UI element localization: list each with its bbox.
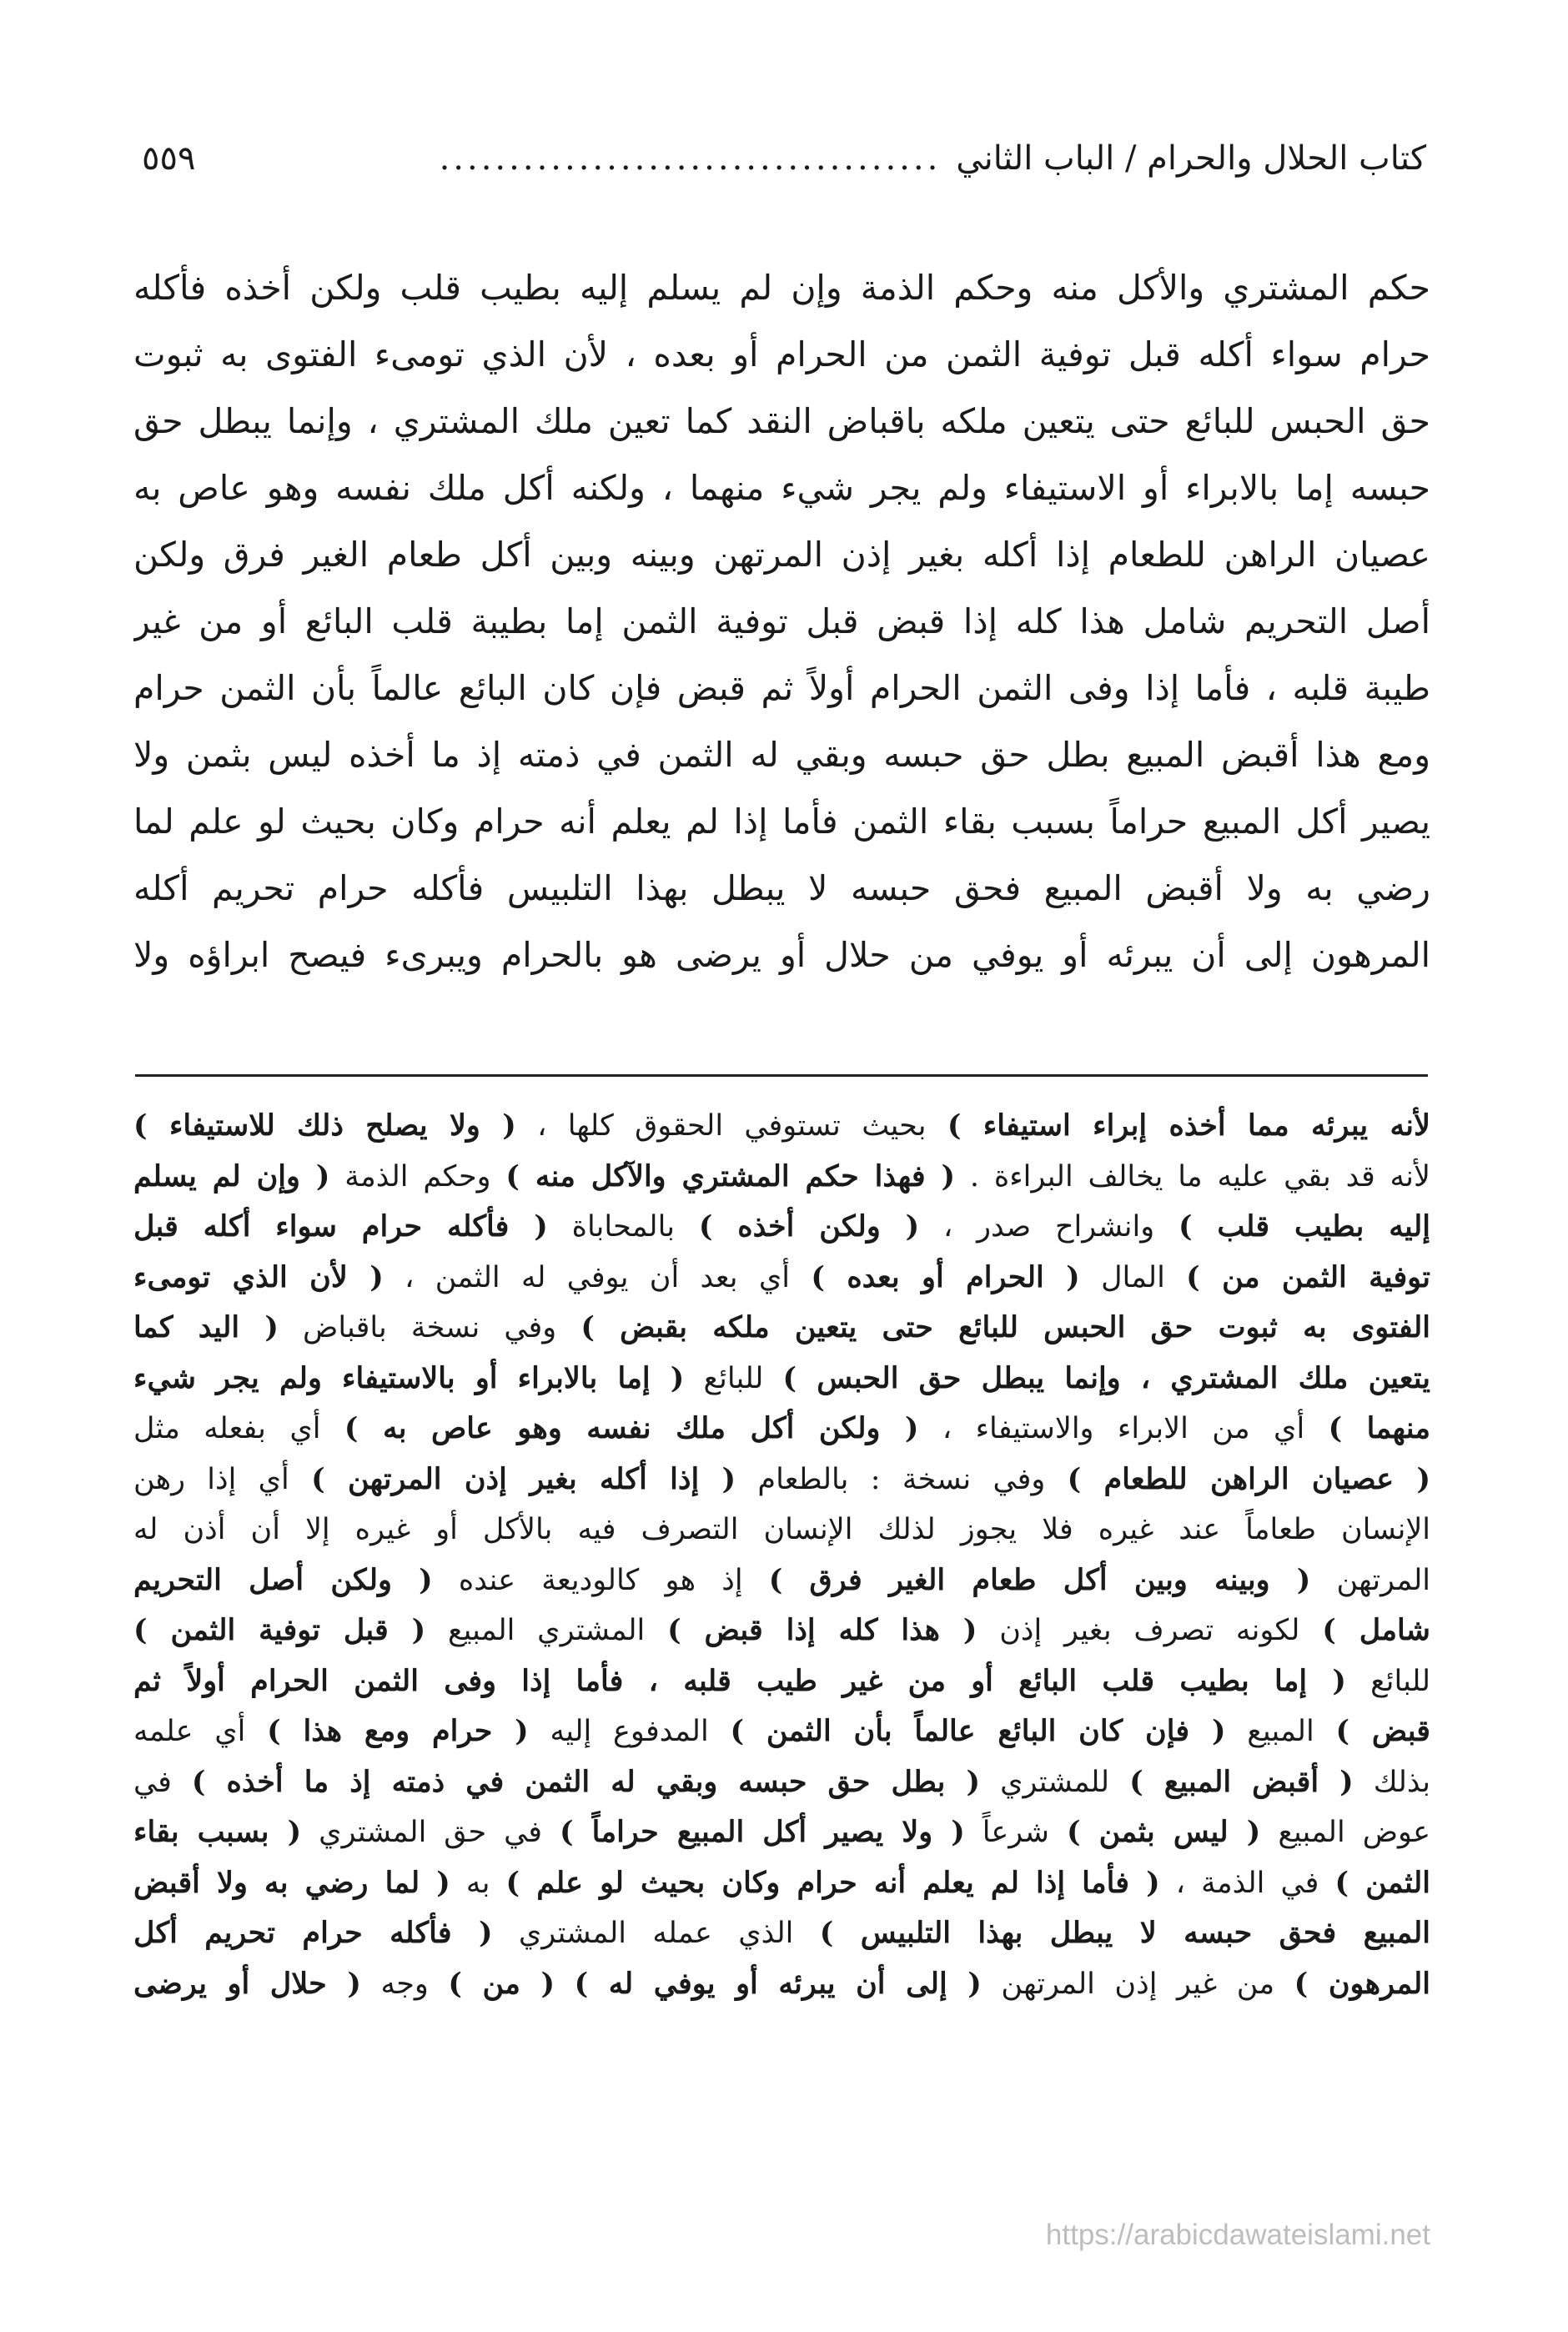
commentary-quoted-segment: ( بطل حق حبسه وبقي له الثمن في ذمته إذ ما أخذه )	[191, 1764, 981, 1799]
commentary-quoted-segment: المبيع فحق حبسه لا يبطل بهذا التلبيس )	[819, 1916, 1430, 1950]
commentary-gloss-segment: به	[450, 1866, 506, 1900]
main-text-line: أصل التحريم شامل هذا كله إذا قبض قبل توفية الثمن إما بطيبة قلب البائع أو من غير	[133, 601, 1430, 641]
running-header	[142, 125, 1426, 192]
commentary-quoted-segment: ( ولا يصير أكل المبيع حراماً )	[560, 1815, 965, 1849]
commentary-line	[133, 1606, 1430, 1656]
commentary-quoted-segment: ( أقبض المبيع )	[1129, 1764, 1354, 1799]
commentary-quoted-segment: ( إما بالابراء أو بالاستيفاء ولم يجر شيء	[133, 1360, 685, 1395]
commentary-gloss-segment: أي بفعله مثل	[133, 1412, 344, 1445]
commentary-gloss-segment: بحيث تستوفي الحقوق كلها ،	[515, 1109, 947, 1143]
commentary-quoted-segment: ( ليس بثمن )	[1066, 1815, 1261, 1849]
commentary-gloss-segment: وحكم الذمة	[329, 1159, 506, 1194]
commentary-gloss-segment: للمشتري	[980, 1765, 1130, 1799]
commentary-quoted-segment: ( حرام ومع هذا )	[267, 1714, 529, 1748]
main-text-line: رضي به ولا أقبض المبيع فحق حبسه لا يبطل بهذا التلبيس فأكله حرام تحريم أكله	[133, 868, 1430, 908]
commentary-gloss-segment: أي بعد أن يوفي له الثمن ،	[383, 1260, 812, 1294]
main-text-line: عصيان الراهن للطعام إذا أكله بغير إذن المرتهن وبينه وبين أكل طعام الغير فرق ولكن	[133, 535, 1430, 575]
commentary-quoted-segment: ( بسبب بقاء	[133, 1815, 302, 1849]
commentary-gloss-segment: أي من الابراء والاستيفاء ،	[918, 1412, 1329, 1445]
commentary-quoted-segment: ( ولكن أصل التحريم	[133, 1562, 433, 1597]
main-text-line: طيبة قلبه ، فأما إذا وفى الثمن الحرام أولاً ثم قبض فإن كان البائع عالماً بأن الثمن حرام	[133, 668, 1430, 708]
commentary-gloss-segment: إذ هو كالوديعة عنده	[432, 1563, 769, 1597]
header-leader-dots: ....................................	[439, 139, 942, 178]
commentary-text	[133, 1101, 1430, 2009]
main-text-line: حرام سواء أكله قبل توفية الثمن من الحرام أو بعده ، لأن الذي تومىء الفتوى به ثبوت	[133, 334, 1430, 374]
commentary-line	[133, 1202, 1430, 1253]
commentary-line	[133, 1656, 1430, 1707]
commentary-gloss-segment	[555, 1968, 575, 2001]
main-text-line: المرهون إلى أن يبرئه أو يوفي من حلال أو يرضى هو بالحرام ويبرىء فيصح ابراؤه ولا	[133, 935, 1430, 975]
commentary-gloss-segment: لكونه تصرف بغير إذن	[977, 1614, 1323, 1647]
commentary-quoted-segment: ( إما بطيب قلب البائع أو من غير طيب قلبه ، فأما إذا وفى الثمن الحرام أولاً ثم	[133, 1663, 1346, 1698]
commentary-quoted-segment: ( إذا أكله بغير إذن المرتهن )	[311, 1461, 736, 1496]
main-text	[133, 254, 1430, 988]
commentary-quoted-segment: ( ولكن أكل ملك نفسه وهو عاص به )	[344, 1411, 919, 1445]
footnote-divider	[135, 1074, 1428, 1077]
commentary-gloss-segment: المبيع	[1225, 1715, 1336, 1748]
commentary-line	[133, 1253, 1430, 1304]
commentary-quoted-segment: ( عصيان الراهن للطعام )	[1067, 1461, 1430, 1496]
commentary-quoted-segment: لأنه يبرئه مما أخذه إبراء استيفاء )	[947, 1108, 1430, 1143]
commentary-quoted-segment: الثمن )	[1334, 1865, 1430, 1900]
commentary-quoted-segment: قبض )	[1335, 1714, 1430, 1748]
commentary-quoted-segment: ( فإن كان البائع عالماً بأن الثمن )	[730, 1714, 1226, 1748]
commentary-quoted-segment: ( لأن الذي تومىء	[133, 1259, 384, 1294]
commentary-line	[133, 1757, 1430, 1808]
commentary-line	[133, 1354, 1430, 1405]
commentary-gloss-segment: المرتهن	[1310, 1563, 1430, 1597]
commentary-quoted-segment: ( هذا كله إذا قبض )	[667, 1613, 977, 1647]
main-text-line: يصير أكل المبيع حراماً بسبب بقاء الثمن فأما إذا لم يعلم أنه حرام وكان بحيث لو علم لما	[133, 802, 1430, 842]
commentary-line	[133, 1908, 1430, 1959]
commentary-gloss-segment: وفي نسخة باقباض	[278, 1311, 581, 1344]
commentary-quoted-segment: ( إلى أن يبرئه أو يوفي له )	[574, 1966, 982, 2001]
commentary-quoted-segment: ( من )	[448, 1966, 555, 2001]
commentary-quoted-segment: ( الحرام أو بعده )	[811, 1259, 1080, 1294]
commentary-gloss-segment: في الذمة ،	[1159, 1866, 1335, 1900]
commentary-gloss-segment: وفي نسخة : بالطعام	[736, 1462, 1068, 1496]
commentary-gloss-segment: شرعاً	[964, 1816, 1067, 1849]
header-title: كتاب الحلال والحرام / الباب الثاني	[956, 139, 1426, 178]
main-text-line: حكم المشتري والأكل منه وحكم الذمة وإن لم يسلم إليه بطيب قلب ولكن أخذه فأكله	[133, 268, 1430, 308]
main-text-line: حبسه إما بالابراء أو الاستيفاء ولم يجر شيء منهما ، ولكنه أكل ملك نفسه وهو عاص به	[133, 468, 1430, 508]
commentary-gloss-segment: من غير إذن المرتهن	[981, 1967, 1294, 2001]
watermark: https://arabicdawateislami.net	[1045, 2219, 1430, 2251]
commentary-quoted-segment: ( لما رضي به ولا أقبض	[133, 1865, 450, 1900]
main-text-line: ومع هذا أقبض المبيع بطل حق حبسه وبقي له الثمن في ذمته إذ ما أخذه ليس بثمن ولا	[133, 735, 1430, 775]
commentary-gloss-segment: الذي عمله المشتري	[492, 1917, 820, 1950]
commentary-line	[133, 1706, 1430, 1757]
commentary-gloss-segment: في حق المشتري	[301, 1816, 560, 1849]
commentary-gloss-segment: بذلك	[1353, 1765, 1430, 1799]
commentary-quoted-segment: يتعين ملك المشتري ، وإنما يبطل حق الحبس )	[782, 1360, 1430, 1395]
commentary-gloss-segment: وجه	[360, 1967, 449, 2001]
commentary-quoted-segment: ( اليد كما	[133, 1310, 279, 1344]
commentary-quoted-segment: ( فأما إذا لم يعلم أنه حرام وكان بحيث لو علم )	[505, 1865, 1160, 1900]
commentary-gloss-segment: بالمحاباة	[547, 1210, 699, 1244]
page-number: ٥٥٩	[142, 139, 196, 178]
commentary-gloss-segment: المدفوع إليه	[528, 1715, 731, 1748]
commentary-quoted-segment: ( فأكله حرام سواء أكله قبل	[133, 1209, 548, 1244]
commentary-quoted-segment: ( حلال أو يرضى	[133, 1966, 361, 2001]
commentary-gloss-segment: وانشراح صدر ،	[919, 1210, 1179, 1244]
commentary-line	[133, 1959, 1430, 2010]
commentary-quoted-segment: منهما )	[1328, 1411, 1430, 1445]
commentary-line	[133, 1556, 1430, 1606]
commentary-line	[133, 1505, 1430, 1556]
commentary-quoted-segment: ( فهذا حكم المشتري والآكل منه )	[505, 1158, 956, 1194]
commentary-gloss-segment: أي علمه	[133, 1715, 268, 1748]
commentary-quoted-segment: ( فأكله حرام تحريم أكل	[133, 1916, 493, 1950]
main-text-line: حق الحبس للبائع حتى يتعين ملكه باقباض النقد كما تعين ملك المشتري ، وإنما يبطل حق	[133, 401, 1430, 441]
commentary-quoted-segment: توفية الثمن من )	[1186, 1259, 1430, 1294]
commentary-line	[133, 1807, 1430, 1858]
commentary-quoted-segment: الفتوى به ثبوت حق الحبس للبائع حتى يتعين ملكه بقبض )	[580, 1310, 1430, 1344]
commentary-gloss-segment: المال	[1079, 1260, 1187, 1294]
commentary-gloss-segment: عوض المبيع	[1260, 1816, 1430, 1849]
commentary-gloss-segment: المشتري المبيع	[425, 1614, 668, 1647]
commentary-line	[133, 1404, 1430, 1455]
commentary-gloss-segment: لأنه قد بقي عليه ما يخالف البراءة .	[955, 1159, 1430, 1194]
commentary-line	[133, 1303, 1430, 1354]
commentary-gloss-segment: للبائع	[684, 1361, 783, 1395]
commentary-quoted-segment: شامل )	[1322, 1613, 1430, 1647]
commentary-line	[133, 1152, 1430, 1203]
commentary-line	[133, 1455, 1430, 1505]
commentary-quoted-segment: ( ولكن أخذه )	[698, 1209, 920, 1244]
commentary-quoted-segment: ( ولا يصلح ذلك للاستيفاء )	[133, 1108, 516, 1143]
commentary-quoted-segment: إليه بطيب قلب )	[1178, 1209, 1430, 1244]
commentary-quoted-segment: المرهون )	[1294, 1966, 1430, 2001]
commentary-quoted-segment: ( وإن لم يسلم	[133, 1158, 330, 1194]
commentary-line	[133, 1858, 1430, 1909]
commentary-gloss-segment: للبائع	[1345, 1664, 1430, 1698]
commentary-quoted-segment: ( وبينه وبين أكل طعام الغير فرق )	[768, 1562, 1311, 1597]
commentary-line	[133, 1101, 1430, 1152]
commentary-gloss-segment: أي إذا رهن	[133, 1462, 312, 1496]
commentary-gloss-segment: الإنسان طعاماً عند غيره فلا يجوز لذلك الإنسان التصرف فيه بالأكل أو غيره إلا أن أذن له	[133, 1513, 1430, 1546]
commentary-gloss-segment: في	[133, 1765, 192, 1799]
commentary-quoted-segment: ( قبل توفية الثمن )	[133, 1613, 426, 1647]
